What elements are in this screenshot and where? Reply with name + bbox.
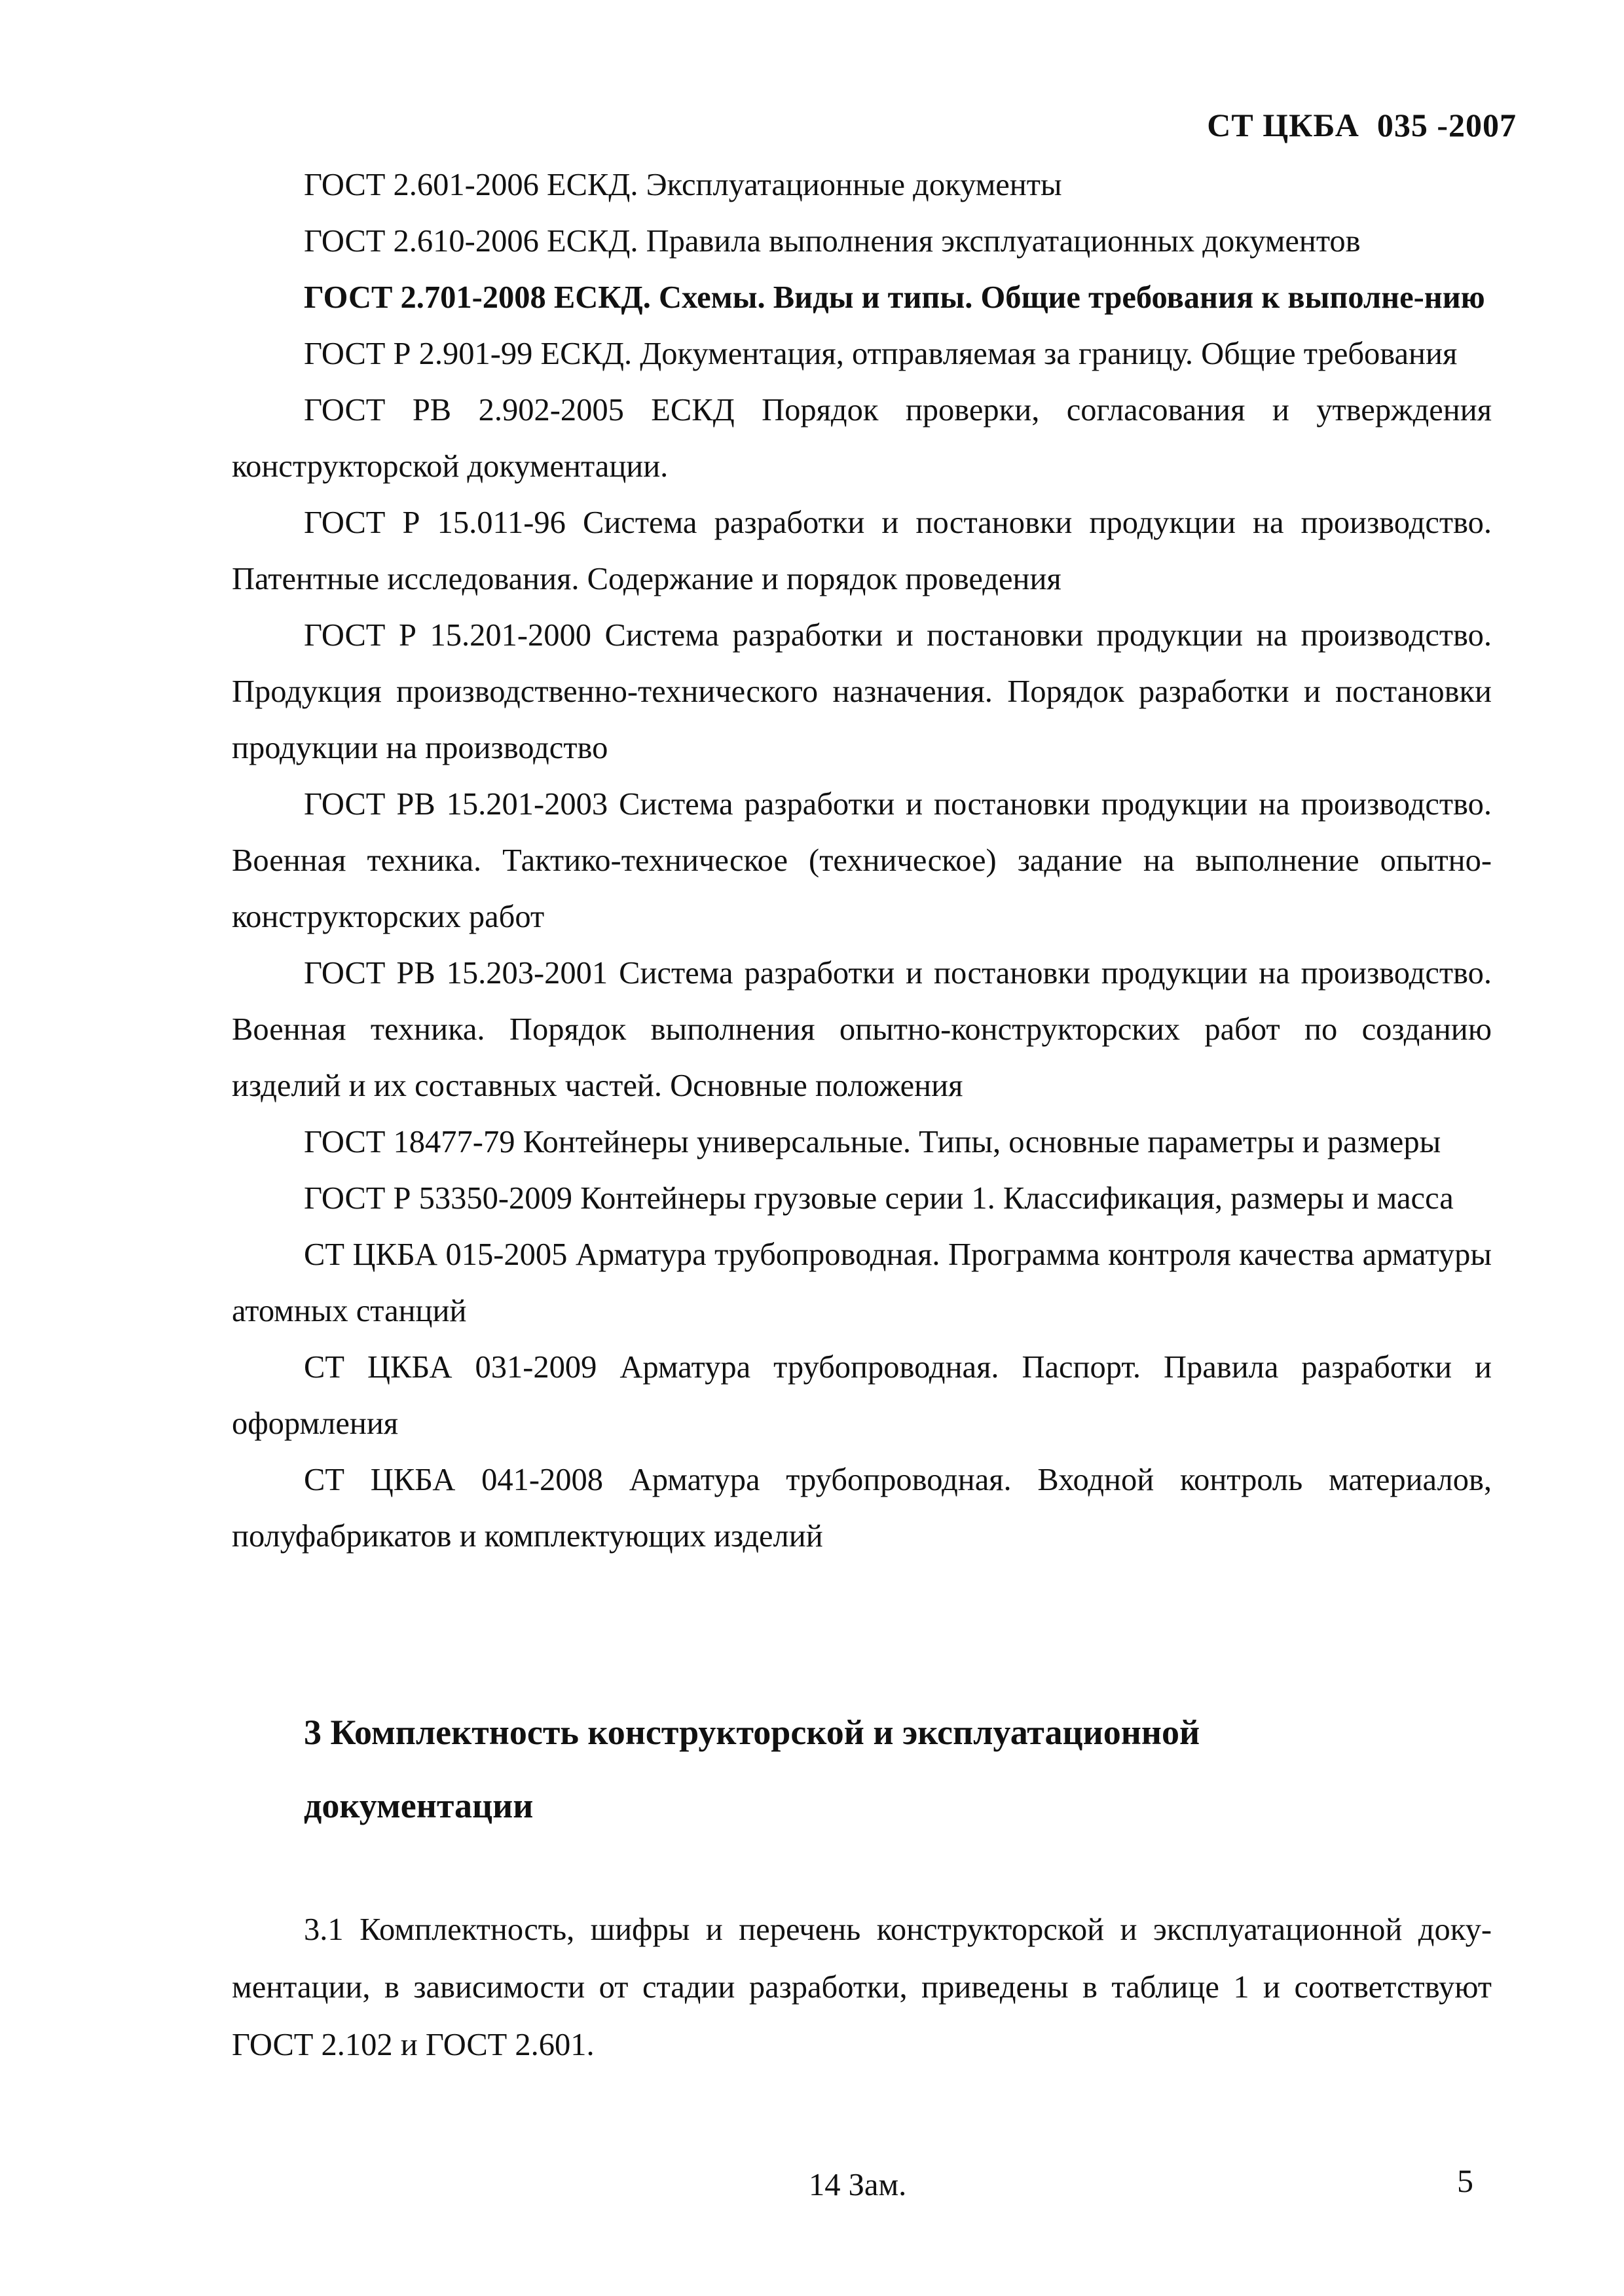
footer-change-note: 14 Зам. xyxy=(809,2168,907,2202)
reference-item: ГОСТ РВ 15.201-2003 Система разработки и постановки продукции на производство. Военная техника. Тактико-техническое (техническое) задание на выполнение опытно-конструкторских работ xyxy=(232,787,1492,934)
reference-item: ГОСТ 18477-79 Контейнеры универсальные. Типы, основные параметры и размеры xyxy=(304,1125,1441,1159)
reference-item: СТ ЦКБА 031-2009 Арматура трубопроводная. Паспорт. Правила разработки и оформления xyxy=(232,1350,1492,1441)
section-paragraph: 3.1 Комплектность, шифры и перечень конструкторской и эксплуатационной доку-ментации, в зависимости от стадии разработки, приведены в таблице 1 и соответствуют ГОСТ 2.102 и ГОСТ 2.601. xyxy=(232,1912,1492,2062)
reference-item: СТ ЦКБА 015-2005 Арматура трубопроводная. Программа контроля качества арматуры атомных станций xyxy=(232,1237,1492,1328)
reference-item: ГОСТ 2.701-2008 ЕСКД. Схемы. Виды и типы. Общие требования к выполне-нию xyxy=(304,280,1485,315)
reference-item: ГОСТ Р 15.201-2000 Система разработки и постановки продукции на производство. Продукция производственно-технического назначения. Порядок разработки и постановки продукции на производство xyxy=(232,618,1492,765)
reference-item: ГОСТ Р 15.011-96 Система разработки и постановки продукции на производство. Патентные исследования. Содержание и порядок проведения xyxy=(232,505,1492,596)
reference-item: ГОСТ Р 2.901-99 ЕСКД. Документация, отправляемая за границу. Общие требования xyxy=(304,337,1458,371)
section-3 xyxy=(232,1696,1492,2074)
reference-item: ГОСТ РВ 2.902-2005 ЕСКД Порядок проверки, согласования и утверждения конструкторской документации. xyxy=(232,393,1492,484)
page-number: 5 xyxy=(1457,2162,1473,2199)
reference-item: ГОСТ 2.601-2006 ЕСКД. Эксплуатационные документы xyxy=(304,168,1062,202)
document-code: СТ ЦКБА 035 -2007 xyxy=(1207,107,1517,143)
reference-item: ГОСТ РВ 15.203-2001 Система разработки и постановки продукции на производство. Военная техника. Порядок выполнения опытно-конструкторских работ по созданию изделий и их составных частей. Основные положения xyxy=(232,956,1492,1103)
reference-item: СТ ЦКБА 041-2008 Арматура трубопроводная. Входной контроль материалов, полуфабрикатов и комплектующих изделий xyxy=(232,1463,1492,1554)
reference-item: ГОСТ Р 53350-2009 Контейнеры грузовые серии 1. Классификация, размеры и масса xyxy=(304,1181,1454,1216)
normative-references-list xyxy=(232,157,1492,1565)
section-heading: 3 Комплектность конструкторской и эксплуатационной документации xyxy=(304,1713,1200,1825)
reference-item: ГОСТ 2.610-2006 ЕСКД. Правила выполнения эксплуатационных документов xyxy=(304,224,1361,259)
